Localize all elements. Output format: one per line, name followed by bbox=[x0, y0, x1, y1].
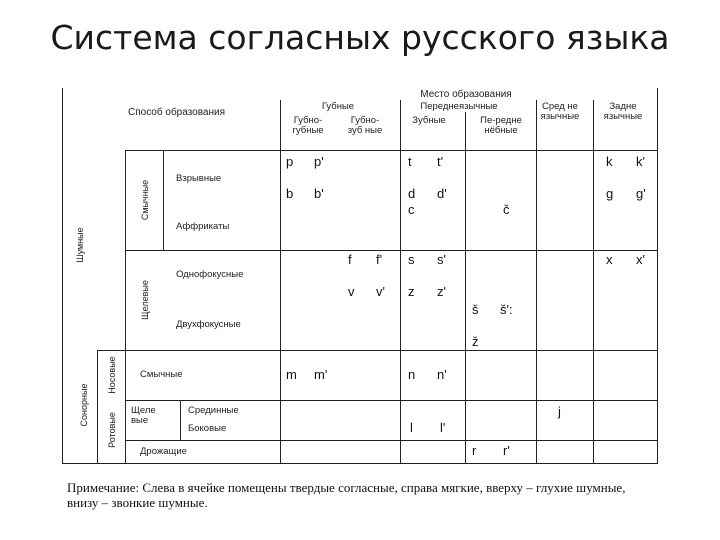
col-divider-mid bbox=[536, 100, 537, 464]
row-median-label: Срединные bbox=[188, 405, 239, 416]
consonant-r: r bbox=[472, 443, 477, 458]
consonant-n: n bbox=[408, 367, 416, 382]
consonant-l-soft: l' bbox=[440, 420, 446, 435]
row-slit-label: Щеле вые bbox=[131, 405, 156, 426]
header-back: Задне язычные bbox=[603, 101, 643, 122]
row-bifocal-label: Двухфокусные bbox=[176, 319, 241, 330]
group-divider-nasal bbox=[125, 350, 126, 463]
consonant-z-soft: z' bbox=[437, 284, 446, 299]
consonant-x: x bbox=[606, 252, 613, 267]
slide-title: Система согласных русского языка bbox=[50, 18, 670, 57]
header-palatal: Пе-редне нёбные bbox=[480, 115, 522, 136]
group-divider-slit bbox=[180, 400, 181, 440]
consonant-j: j bbox=[558, 404, 561, 419]
consonant-g: g bbox=[606, 186, 614, 201]
row-affricate-label: Аффрикаты bbox=[176, 221, 230, 232]
group-divider-stop bbox=[163, 150, 164, 250]
consonant-ch: č bbox=[503, 202, 510, 217]
row-divider-trill bbox=[125, 440, 658, 441]
consonant-k: k bbox=[606, 154, 613, 169]
row-stop-sonorant-label: Смычные bbox=[140, 369, 183, 380]
header-frontlingual: Переднеязычные bbox=[420, 101, 498, 112]
header-place: Место образования bbox=[420, 89, 512, 100]
consonant-b: b bbox=[286, 186, 294, 201]
consonant-z: z bbox=[408, 284, 415, 299]
table-border-right bbox=[657, 88, 658, 464]
header-labial: Губные bbox=[321, 101, 355, 112]
row-divider-sonorant bbox=[97, 350, 658, 351]
consonant-d-soft: d' bbox=[437, 186, 447, 201]
consonant-s-soft: s' bbox=[437, 252, 446, 267]
consonant-c: c bbox=[408, 202, 415, 217]
header-dental: Зубные bbox=[412, 115, 446, 126]
consonant-k-soft: k' bbox=[636, 154, 645, 169]
group-nasal-label: Носовые bbox=[107, 356, 117, 394]
row-plosive-label: Взрывные bbox=[176, 173, 222, 184]
col-divider-palatal bbox=[465, 112, 466, 464]
group-fricative-label: Щелевые bbox=[140, 280, 150, 320]
header-divider bbox=[125, 150, 658, 151]
consonant-f: f bbox=[348, 252, 352, 267]
consonant-p: p bbox=[286, 154, 294, 169]
consonant-r-soft: r' bbox=[503, 443, 510, 458]
consonant-l: l bbox=[410, 420, 413, 435]
consonant-x-soft: x' bbox=[636, 252, 645, 267]
consonant-t: t bbox=[408, 154, 412, 169]
group-noisy-label: Шумные bbox=[75, 227, 85, 263]
consonant-v-soft: v' bbox=[376, 284, 385, 299]
consonant-m: m bbox=[286, 367, 297, 382]
consonant-sh-soft: š': bbox=[500, 302, 513, 317]
group-oral-label: Ротовые bbox=[107, 412, 117, 448]
row-trill-label: Дрожащие bbox=[140, 446, 187, 457]
table-border-left bbox=[62, 88, 63, 464]
group-stop-label: Смычные bbox=[140, 179, 150, 221]
consonant-sh: š bbox=[472, 302, 479, 317]
consonant-b-soft: b' bbox=[314, 186, 324, 201]
consonant-p-soft: p' bbox=[314, 154, 324, 169]
consonant-v: v bbox=[348, 284, 355, 299]
consonant-s: s bbox=[408, 252, 415, 267]
header-labiolabial: Губно-губные bbox=[292, 115, 324, 136]
consonant-zh: ž bbox=[472, 334, 479, 349]
group-divider-sonorant bbox=[97, 350, 98, 463]
row-divider-fricative bbox=[125, 250, 658, 251]
header-mid: Сред не язычные bbox=[540, 101, 580, 122]
table-note: Примечание: Слева в ячейке помещены твердые согласные, справа мягкие, вверху – глухие шумные, внизу – звонкие шумные. bbox=[67, 480, 626, 510]
header-labiodental: Губно-зуб ные bbox=[347, 115, 383, 136]
row-divider-oral bbox=[125, 400, 658, 401]
consonant-n-soft: n' bbox=[437, 367, 447, 382]
row-monofocal-label: Однофокусные bbox=[176, 269, 244, 280]
col-divider-labial bbox=[280, 100, 281, 464]
header-manner: Способ образования bbox=[128, 107, 225, 118]
consonant-t-soft: t' bbox=[437, 154, 444, 169]
consonant-f-soft: f' bbox=[376, 252, 383, 267]
consonant-d: d bbox=[408, 186, 416, 201]
group-sonorant-label: Сонорные bbox=[79, 383, 89, 427]
col-divider-back bbox=[593, 100, 594, 464]
row-lateral-label: Боковые bbox=[188, 423, 227, 434]
col-divider-front bbox=[400, 100, 401, 464]
consonant-g-soft: g' bbox=[636, 186, 646, 201]
table-border-bottom bbox=[62, 463, 658, 464]
consonant-m-soft: m' bbox=[314, 367, 328, 382]
